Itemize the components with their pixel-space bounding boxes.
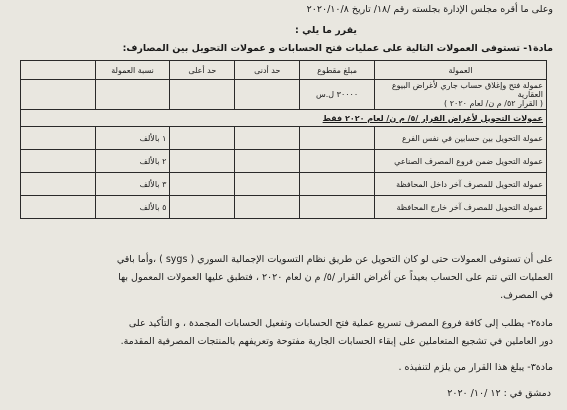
table-section-row [21, 110, 547, 127]
paragraph1-line3: في المصرف. [500, 290, 553, 301]
article1-lead: مادة١- تستوفى العمولات التالية على عمليات فتح الحسابات و عمولات التحويل بين المصارف: [122, 43, 553, 54]
empty-cell [170, 196, 235, 219]
table-row [21, 150, 547, 173]
col-header-percent: نسبة العمولة [95, 61, 170, 80]
transfer-percent: ٥ بالألف [95, 196, 170, 219]
row-account-opening-line2: ( القرار ٥٢/ م ن/ لعام ٢٠٢٠ ) [444, 99, 543, 108]
empty-cell [21, 196, 96, 219]
empty-cell [235, 173, 300, 196]
footer-date: دمشق في : ١٢ /١٠/ ٢٠٢٠ [447, 388, 551, 399]
article3: مادة٣- يبلغ هذا القرار من يلزم لتنفيذه . [398, 362, 553, 373]
col-header-max: حد أعلى [170, 61, 235, 80]
article2-line1: مادة٢- يطلب إلى كافة فروع المصرف تسريع عملية فتح الحسابات وتفعيل الحسابات المجمدة ، و التأكيد على [128, 318, 553, 329]
transfer-name: عمولة التحويل للمصرف آخر داخل المحافظة [374, 173, 546, 196]
col-header-commission: العمولة [374, 61, 546, 80]
empty-cell [300, 150, 375, 173]
col-header-min: حد أدنى [235, 61, 300, 80]
transfer-name: عمولة التحويل بين حسابين في نفس الفرع [374, 127, 546, 150]
empty-cell [300, 173, 375, 196]
row-account-opening [374, 80, 546, 110]
col-header-blank [21, 61, 96, 80]
row-account-opening-line1: عمولة فتح وإغلاق حساب جاري لأغراض البيوع العقارية [391, 81, 543, 99]
paragraph1-line1: على أن تستوفى العمولات حتى لو كان التحويل عن طريق نظام التسويات الإجمالية السوري ( sygs ) ،وأما باقي [116, 254, 553, 265]
table-row [21, 173, 547, 196]
table-row [21, 127, 547, 150]
empty-cell [235, 80, 300, 110]
empty-cell [21, 80, 96, 110]
empty-cell [170, 127, 235, 150]
transfer-name: عمولة التحويل للمصرف آخر خارج المحافظة [374, 196, 546, 219]
decides-heading: يقرر ما يلي : [294, 25, 357, 36]
empty-cell [21, 173, 96, 196]
transfer-percent: ٣ بالألف [95, 173, 170, 196]
empty-cell [21, 127, 96, 150]
empty-cell [235, 127, 300, 150]
fees-table [20, 60, 547, 219]
empty-cell [300, 127, 375, 150]
empty-cell [235, 150, 300, 173]
paragraph1-line2: العمليات التي تتم على الحساب بعيداً عن أغراض القرار /٥/ م ن لعام ٢٠٢٠ ، فتطبق عليها العمولات المعمول بها [118, 272, 553, 283]
transfer-section-title: عمولات التحويل لأغراض القرار /٥/ م ن/ لعام ٢٠٢٠ فقط [21, 110, 547, 127]
table-row [21, 196, 547, 219]
table-row [21, 80, 547, 110]
transfer-name: عمولة التحويل ضمن فروع المصرف الصناعي [374, 150, 546, 173]
row-account-opening-amount: ٣٠٠٠٠ ل.س [300, 80, 375, 110]
table-header-row [21, 61, 547, 80]
empty-cell [170, 150, 235, 173]
empty-cell [170, 173, 235, 196]
empty-cell [300, 196, 375, 219]
header-line: وعلى ما أقره مجلس الإدارة بجلسته رقم /١٨/ تاريخ ٢٠٢٠/١٠/٨ [306, 4, 553, 15]
col-header-amount: مبلغ مقطوع [300, 61, 375, 80]
transfer-percent: ٢ بالألف [95, 150, 170, 173]
empty-cell [95, 80, 170, 110]
transfer-percent: ١ بالألف [95, 127, 170, 150]
empty-cell [235, 196, 300, 219]
article2-line2: دور العاملين في تشجيع المتعاملين على إبقاء الحسابات الجارية مفتوحة وتعريفهم بالمنتجات المصرفية المقدمة. [120, 336, 553, 347]
empty-cell [170, 80, 235, 110]
empty-cell [21, 150, 96, 173]
